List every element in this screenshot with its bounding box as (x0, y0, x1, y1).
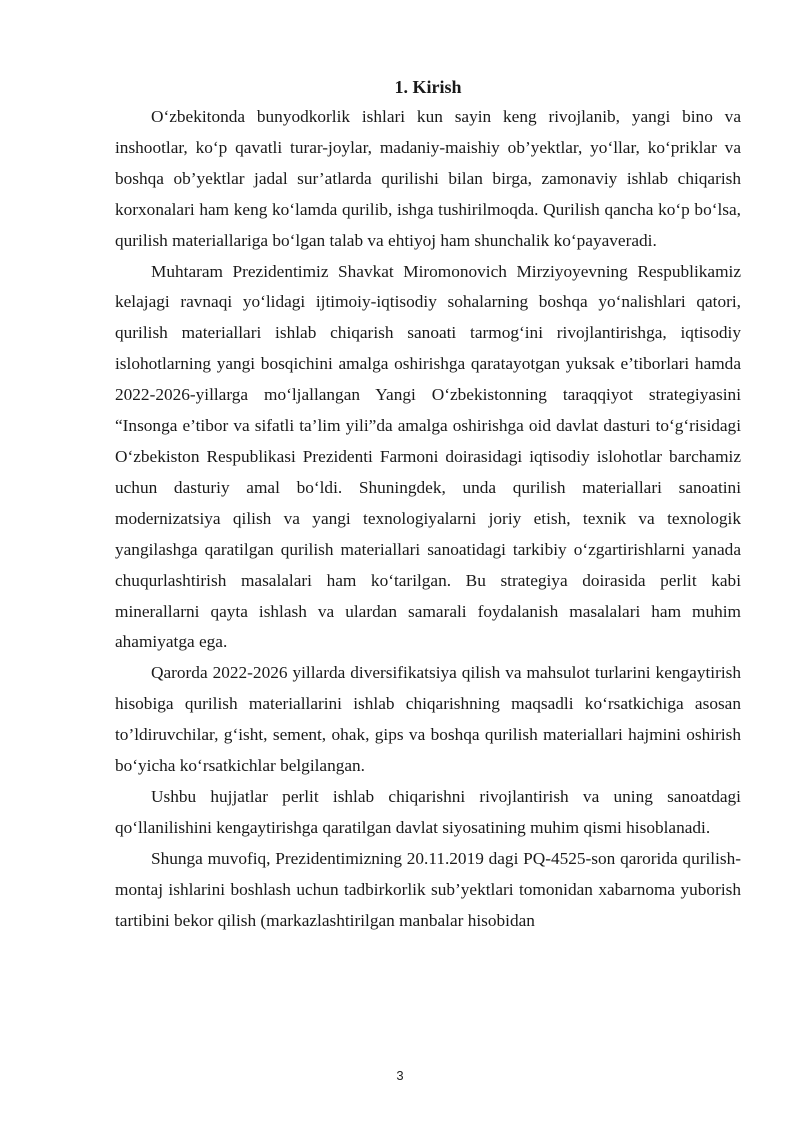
section-heading: 1. Kirish (394, 77, 462, 97)
paragraph-5: Shunga muvofiq, Prezidentimizning 20.11.2019 dagi PQ-4525-son qarorida qurilish-montaj ishlarini boshlash uchun tadbirkorlik sub’yektlari tomonidan xabarnoma yuborish tartibini bekor qilish (markazlashtirilgan manbalar hisobidan (115, 848, 741, 930)
paragraph-4: Ushbu hujjatlar perlit ishlab chiqarishni rivojlantirish va uning sanoatdagi qo‘llanilishini kengaytirishga qaratilgan davlat siyosatining muhim qismi hisoblanadi. (115, 786, 741, 837)
paragraph-2: Muhtaram Prezidentimiz Shavkat Miromonovich Mirziyoyevning Respublikamiz kelajagi ravnaqi yo‘lidagi ijtimoiy-iqtisodiy sohalarning boshqa yo‘nalishlari qatori, qurilish materiallari ishlab chiqarish sanoati tarmog‘ini rivojlantirishga, iqtisodiy islohotlarning yangi bosqichini amalga oshirishga qaratayotgan yuksak e’tiborlari hamda 2022-2026-yillarga mo‘ljallangan Yangi O‘zbekistonning taraqqiyot strategiyasini “Insonga e’tibor va sifatli ta’lim yili”da amalga oshirishga oid davlat dasturi to‘g‘risidagi O‘zbekiston Respublikasi Prezidenti Farmoni doirasidagi iqtisodiy islohotlar barchamiz uchun dasturiy amal bo‘ldi. Shuningdek, unda qurilish materiallari sanoatini modernizatsiya qilish va yangi texnologiyalarni joriy etish, texnik va texnologik yangilashga qaratilgan qurilish materiallari sanoatidagi tarkibiy o‘zgartirishlarni yanada chuqurlashtirish masalalari ham ko‘tarilgan. Bu strategiya doirasida perlit kabi minerallarni qayta ishlash va ulardan samarali foydalanish masalalari ham muhim ahamiyatga ega. (115, 261, 741, 652)
paragraph-3: Qarorda 2022-2026 yillarda diversifikatsiya qilish va mahsulot turlarini kengaytirish hisobiga qurilish materiallarini ishlab chiqarishning maqsadli ko‘rsatkichiga asosan to’ldiruvchilar, g‘isht, sement, ohak, gips va boshqa qurilish materiallari hajmini oshirish bo‘yicha ko‘rsatkichlar belgilangan. (115, 663, 741, 776)
document-page (115, 75, 741, 936)
paragraph-1: O‘zbekitonda bunyodkorlik ishlari kun sayin keng rivojlanib, yangi bino va inshootlar, ko‘p qavatli turar-joylar, madaniy-maishiy ob’yektlar, yo‘llar, ko‘priklar va boshqa ob’yektlar jadal sur’atlarda qurilishi bilan birga, zamonaviy ishlab chiqarish korxonalari ham keng ko‘lamda qurilib, ishga tushirilmoqda. Qurilish qancha ko‘p bo‘lsa, qurilish materiallariga bo‘lgan talab va ehtiyoj ham shunchalik ko‘payaveradi. (115, 107, 741, 250)
page-number: 3 (396, 1068, 404, 1083)
